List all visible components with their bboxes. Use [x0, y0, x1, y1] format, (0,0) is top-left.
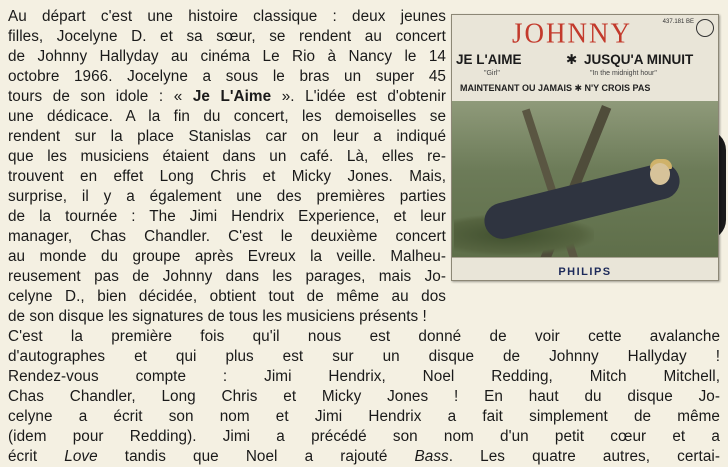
- article-line: C'est la première fois qu'il nous est donné de voir cette avalanche: [8, 328, 720, 345]
- article-line: d'autographes et qui plus est sur un disque de Johnny Hallyday !: [8, 348, 720, 365]
- article-line: Rendez-vous compte : Jimi Hendrix, Noel Redding, Mitch Mitchell,: [8, 368, 720, 385]
- article-line: de son disque les signatures de tous les musiciens présents !: [8, 308, 427, 325]
- track-b-subtitle: "In the midnight hour": [590, 70, 657, 77]
- star-icon: ✱: [566, 52, 578, 67]
- track-b: JUSQU'A MINUIT: [584, 52, 694, 67]
- article-line: manager, Chas Chandler. C'est le deuxième concert: [8, 228, 446, 245]
- article-text: tandis que Noel a rajouté: [97, 448, 415, 465]
- sleeve-catalog: 437.181 BE: [662, 19, 694, 25]
- track-a-subtitle: "Girl": [484, 70, 500, 77]
- article-text: . Les quatre autres, certai-: [448, 448, 720, 465]
- record-sleeve: [451, 14, 719, 281]
- article-line: filles, Jocelyne D. et sa sœur, se rendent au concert: [8, 28, 446, 45]
- article-line: celyne D., bien décidée, obtient tout de même au dos: [8, 288, 446, 305]
- article-line: au monde du groupe après Evreux la veille. Malheu-: [8, 248, 446, 265]
- track-a: JE L'AIME: [456, 52, 522, 67]
- article-line: surprise, il y a également une des premières parties: [8, 188, 446, 205]
- sleeve-artist: JOHNNY: [512, 17, 632, 49]
- article-line: de Johnny Hallyday au cinéma Le Rio à Nancy le 14: [8, 48, 446, 65]
- article-line: reusement pas de Johnny dans les parages, mais Jo-: [8, 268, 446, 285]
- article-line: [8, 447, 720, 465]
- article-text: tours de son idole : «: [8, 88, 193, 105]
- article-line: rendent sur la place Stanislas car on leur a indiqué: [8, 128, 446, 145]
- article-line: de la tournée : The Jimi Hendrix Experience, et leur: [8, 208, 446, 225]
- article-line: une dédicace. A la fin du concert, les demoiselles se: [8, 108, 446, 125]
- article-line: que les musiciens étaient dans un café. Là, elles re-: [8, 148, 446, 165]
- article-line: celyne a écrit son nom et Jimi Hendrix a fait simplement de même: [8, 408, 720, 425]
- article-line: trouvent en effet Long Chris et Micky Jones. Mais,: [8, 168, 446, 185]
- man-head: [650, 163, 670, 185]
- article-text: écrit: [8, 448, 65, 465]
- article-line: (idem pour Redding). Jimi a précédé son nom d'un petit cœur et a: [8, 428, 720, 445]
- philips-shield-icon: [696, 19, 714, 37]
- record-label: PHILIPS: [558, 266, 612, 278]
- song-title: Je L'Aime: [192, 88, 272, 105]
- article-text: ». L'idée est d'obtenir: [271, 88, 446, 105]
- article-italic: Love: [64, 448, 98, 465]
- article-line: octobre 1966. Jocelyne a sous le bras un super 45: [8, 68, 446, 85]
- article-line: Chas Chandler, Long Chris et Micky Jones ! En haut du disque Jo-: [8, 388, 720, 405]
- sleeve-tracks-2: MAINTENANT OU JAMAIS ✱ N'Y CROIS PAS: [460, 83, 651, 93]
- article-line: [8, 87, 446, 107]
- article-italic: Bass: [414, 448, 449, 465]
- article-line: Au départ c'est une histoire classique : deux jeunes: [8, 8, 446, 25]
